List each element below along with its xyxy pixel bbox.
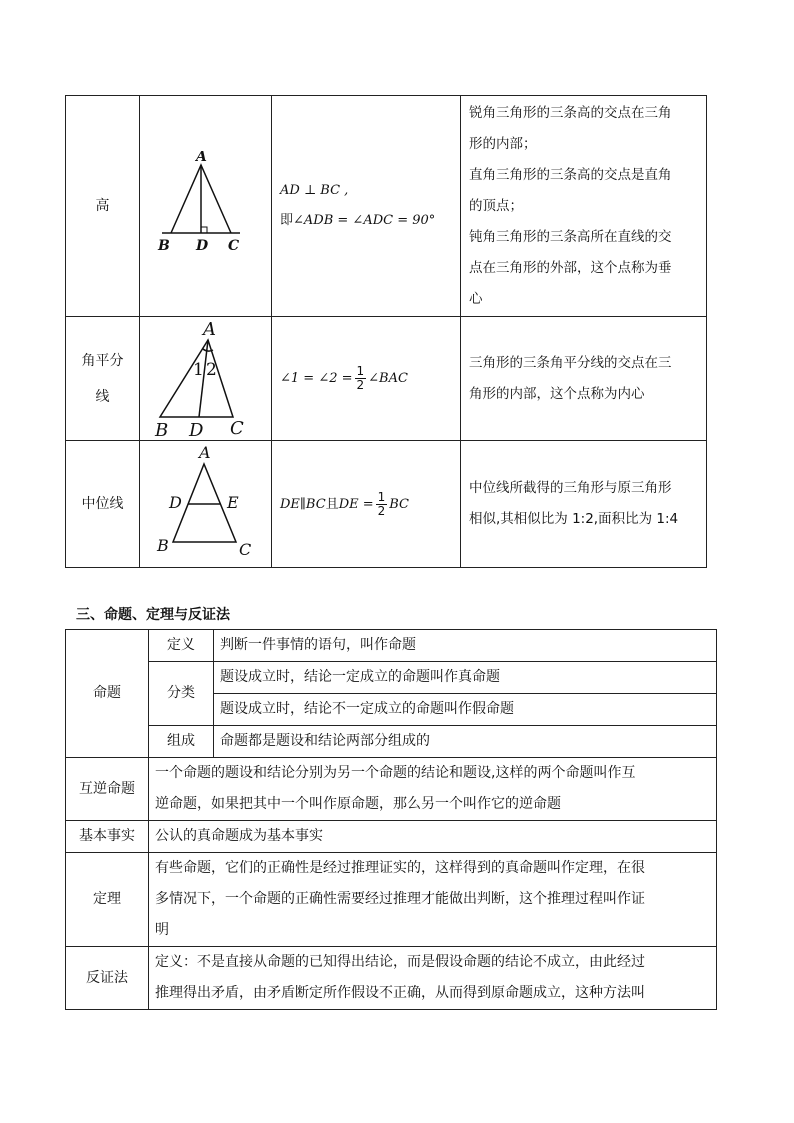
theorem-line: 明 [155, 922, 169, 938]
altitude-row [66, 96, 707, 317]
altitude-property [461, 96, 707, 317]
angle-bisector-row [66, 317, 707, 441]
altitude-formula-line2-wrap [280, 206, 460, 236]
contradiction-row [66, 947, 717, 1010]
point-label-c: C [230, 417, 244, 439]
angle-bisector-name [66, 317, 140, 441]
theorem-label: 定理 [66, 853, 149, 947]
converse-row [66, 758, 717, 821]
angle-bisector-name-line2: 线 [95, 388, 110, 405]
angle-bisector-formula [272, 317, 461, 441]
half-fraction [355, 365, 367, 392]
bisector-formula-right: ∠BAC [368, 371, 408, 386]
altitude-property-line: 心 [469, 290, 483, 307]
point-label-b: B [158, 238, 170, 254]
basic-fact-text: 公认的真命题成为基本事实 [149, 821, 717, 853]
altitude-property-line: 点在三角形的外部，这个点称为垂 [469, 259, 672, 276]
contradiction-label: 反证法 [66, 947, 149, 1010]
midline-name [66, 441, 140, 568]
point-label-d: D [169, 493, 182, 512]
bisector-property-line: 三角形的三条角平分线的交点在三 [469, 354, 672, 371]
altitude-name-text: 高 [95, 198, 110, 214]
right-angle-mark [201, 227, 207, 233]
midline-property [461, 441, 707, 568]
fraction-denominator: 2 [356, 378, 365, 392]
point-label-a: A [196, 151, 207, 165]
midline-property-line: 相似,其相似比为 1:2,面积比为 1:4 [469, 511, 679, 527]
half-fraction [376, 491, 388, 518]
midline-name-text: 中位线 [81, 496, 124, 512]
triangle-lines-table [65, 95, 707, 568]
altitude-property-line: 的顶点； [469, 197, 523, 214]
false-proposition-text: 题设成立时，结论不一定成立的命题叫作假命题 [214, 694, 717, 726]
converse-label: 互逆命题 [66, 758, 149, 821]
altitude-name [66, 96, 140, 317]
angle-label-1: 1 [193, 359, 204, 380]
midline-figure [140, 441, 272, 568]
altitude-figure [140, 96, 272, 317]
theorem-line: 多情况下，一个命题的正确性需要经过推理才能做出判断，这个推理过程叫作证 [155, 891, 645, 907]
fraction-numerator: 1 [377, 489, 386, 504]
point-label-a: A [199, 444, 211, 462]
angle-bisector-property [461, 317, 707, 441]
point-label-a: A [203, 318, 216, 340]
altitude-property-line: 形的内部； [469, 135, 537, 152]
point-label-d: D [189, 419, 204, 439]
midline-row [66, 441, 707, 568]
composition-text: 命题都是题设和结论两部分组成的 [214, 726, 717, 758]
point-label-d: D [196, 238, 209, 254]
midline-formula-de: DE = [338, 496, 374, 512]
true-proposition-row [66, 662, 717, 694]
midline-triangle-figure [140, 444, 271, 564]
altitude-formula-prefix: 即 [280, 213, 294, 228]
theorem-line: 有些命题，它们的正确性是经过推理证实的，这样得到的真命题叫作定理，在很 [155, 860, 645, 876]
midline-formula-mid: 且 [325, 496, 339, 512]
bisector-property-line: 角形的内部，这个点称为内心 [469, 385, 645, 402]
classification-label: 分类 [149, 662, 214, 726]
section-heading: 三、命题、定理与反证法 [76, 607, 230, 623]
altitude-property-line: 直角三角形的三条高的交点是直角 [469, 166, 672, 183]
point-label-e: E [227, 493, 239, 512]
proposition-label: 命题 [66, 630, 149, 758]
contradiction-line: 定义：不是直接从命题的已知得出结论，而是假设命题的结论不成立，由此经过 [155, 954, 645, 970]
bisector-formula-left: ∠1 = ∠2 = [280, 371, 353, 386]
point-label-c: C [239, 540, 252, 559]
angle-bisector-figure [140, 317, 272, 441]
midline-property-line: 中位线所截得的三角形与原三角形 [469, 480, 672, 496]
contradiction-line: 推理得出矛盾，由矛盾断定所作假设不正确，从而得到原命题成立，这种方法叫 [155, 985, 645, 1001]
altitude-triangle-figure [140, 151, 271, 261]
angle-bisector-name-line1: 角平分 [81, 352, 124, 369]
definition-row [66, 630, 717, 662]
true-proposition-text: 题设成立时，结论一定成立的命题叫作真命题 [214, 662, 717, 694]
converse-line: 逆命题，如果把其中一个叫作原命题，那么另一个叫作它的逆命题 [155, 796, 561, 812]
midline-formula-left: DE∥BC [280, 496, 326, 512]
altitude-formula-line2: ∠ADB = ∠ADC = 90° [293, 213, 436, 228]
fraction-denominator: 2 [377, 503, 386, 518]
altitude-formula-line1: AD ⊥ BC , [280, 183, 349, 198]
theorem-text [149, 853, 717, 947]
fraction-numerator: 1 [356, 364, 365, 378]
point-label-c: C [228, 238, 240, 254]
converse-text [149, 758, 717, 821]
basic-fact-label: 基本事实 [66, 821, 149, 853]
altitude-property-line: 锐角三角形的三条高的交点在三角 [469, 104, 672, 121]
basic-fact-row [66, 821, 717, 853]
contradiction-text [149, 947, 717, 1010]
angle-bisector-triangle-figure [140, 319, 271, 439]
composition-label: 组成 [149, 726, 214, 758]
angle-label-2: 2 [206, 359, 217, 380]
composition-row [66, 726, 717, 758]
altitude-formula [272, 96, 461, 317]
point-label-b: B [155, 419, 169, 439]
midline-formula [272, 441, 461, 568]
definition-text: 判断一件事情的语句，叫作命题 [214, 630, 717, 662]
altitude-property-line: 钝角三角形的三条高所在直线的交 [469, 228, 672, 245]
midline-formula-right: BC [389, 496, 410, 512]
point-label-b: B [157, 536, 169, 555]
proposition-table [65, 629, 717, 1010]
theorem-row [66, 853, 717, 947]
definition-label: 定义 [149, 630, 214, 662]
converse-line: 一个命题的题设和结论分别为另一个命题的结论和题设,这样的两个命题叫作互 [155, 765, 636, 781]
